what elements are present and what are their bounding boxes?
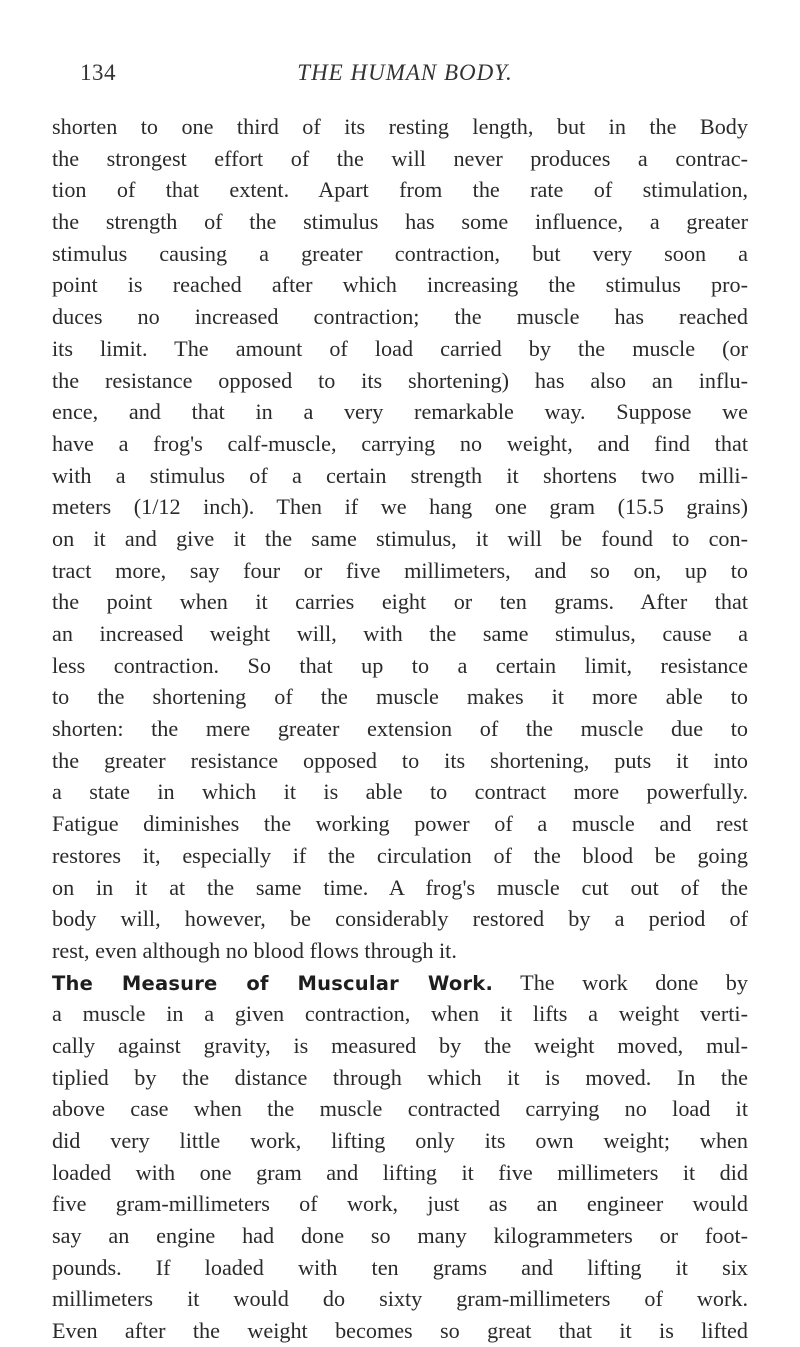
text-line: pounds. If loaded with ten grams and lifting it six [52, 1254, 748, 1280]
text-line: cally against gravity, is measured by the weight moved, mul- [52, 1032, 748, 1058]
text-line: point is reached after which increasing the stimulus pro- [52, 272, 748, 298]
text-line: restores it, especially if the circulation of the blood be going [52, 842, 748, 868]
text-line: above case when the muscle contracted carrying no load it [52, 1096, 748, 1122]
text-line: tion of that extent. Apart from the rate of stimulation, [52, 177, 748, 203]
text-line: rest, even although no blood flows through it. [52, 937, 457, 963]
text-line: stimulus causing a greater contraction, but very soon a [52, 240, 748, 266]
text-line: loaded with one gram and lifting it five millimeters it did [52, 1159, 748, 1185]
text-line: its limit. The amount of load carried by the muscle (or [52, 335, 748, 361]
text-line: have a frog's calf-muscle, carrying no weight, and find that [52, 430, 748, 456]
text-line: an increased weight will, with the same stimulus, cause a [52, 621, 748, 646]
text-line: Even after the weight becomes so great that it is lifted [52, 1318, 748, 1344]
text-line-fragment: The work done by [493, 969, 748, 995]
text-line: a muscle in a given contraction, when it lifts a weight verti- [52, 1001, 748, 1027]
running-head [80, 60, 730, 96]
text-line: a state in which it is able to contract more powerfully. [52, 779, 748, 805]
text-line: to the shortening of the muscle makes it more able to [52, 684, 748, 710]
section-heading: The Measure of Muscular Work. [52, 971, 494, 995]
text-line: duces no increased contraction; the muscle has reached [52, 304, 748, 330]
text-line: say an engine had done so many kilogrammeters or foot- [52, 1223, 748, 1249]
text-line: with a stimulus of a certain strength it shortens two milli- [52, 462, 748, 488]
text-line: tiplied by the distance through which it is moved. In the [52, 1064, 748, 1090]
text-line: on in it at the same time. A frog's muscle cut out of the [52, 874, 748, 900]
text-line: tract more, say four or five millimeters, and so on, up to [52, 557, 748, 583]
text-line: Fatigue diminishes the working power of a muscle and rest [52, 811, 748, 837]
text-line: the resistance opposed to its shortening) has also an influ- [52, 367, 748, 393]
text-line: the greater resistance opposed to its shortening, puts it into [52, 747, 748, 773]
text-line: did very little work, lifting only its own weight; when [52, 1128, 748, 1153]
text-line: shorten to one third of its resting length, but in the Body [52, 114, 748, 139]
text-line: meters (1/12 inch). Then if we hang one gram (15.5 grains) [52, 494, 748, 520]
text-line: body will, however, be considerably restored by a period of [52, 906, 748, 932]
running-title: THE HUMAN BODY. [297, 60, 513, 85]
text-line: five gram-millimeters of work, just as an engineer would [52, 1191, 748, 1217]
text-line: the strongest effort of the will never produces a contrac- [52, 145, 748, 171]
text-line: on it and give it the same stimulus, it will be found to con- [52, 525, 748, 551]
text-line: ence, and that in a very remarkable way. Suppose we [52, 399, 748, 425]
page-number: 134 [80, 60, 116, 85]
body-text [52, 111, 748, 1347]
text-line: less contraction. So that up to a certain limit, resistance [52, 652, 748, 678]
section-heading-line [52, 967, 748, 999]
text-line: the strength of the stimulus has some influence, a greater [52, 209, 748, 235]
text-line: millimeters it would do sixty gram-millimeters of work. [52, 1286, 748, 1312]
text-line: shorten: the mere greater extension of the muscle due to [52, 716, 748, 742]
text-line: the point when it carries eight or ten grams. After that [52, 589, 748, 615]
